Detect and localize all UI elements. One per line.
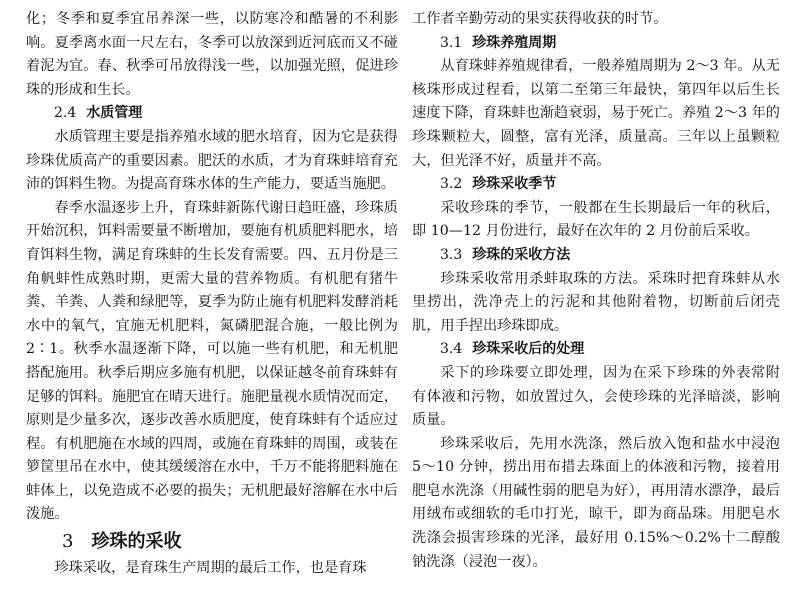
paragraph-post-harvest-2: 珍珠采收后，先用水洗涤，然后放入饱和盐水中浸泡 5～10 分钟，捞出用布措去珠面上的体液和污物，接着用肥皂水洗涤（用碱性弱的肥皂为好），再用清水漂净，最后用绒布或细软的毛巾打光，晾干，即为商品珠。用肥皂水洗涤会损害珍珠的光泽，最好用 0.15%～0.2%十二醇酸钠洗涤（浸泡一夜）。 bbox=[412, 435, 780, 570]
chapter-title: 珍珠的采收 bbox=[91, 531, 182, 553]
paragraph-continued: 工作者辛勤劳动的果实获得收获的时节。 bbox=[412, 11, 668, 27]
left-column bbox=[26, 8, 398, 581]
section-number: 3.2 bbox=[440, 176, 463, 193]
section-heading-3-2 bbox=[412, 173, 780, 197]
paragraph-culture-period: 从育珠蚌养殖规律看，一般养殖周期为 2～3 年。从无核珠形成过程看，以第二至第三年最快，第四年以后生长速度下降，育珠蚌也渐趋衰弱，易于死亡。养殖 2～3 年的珍珠颗粒大，圆整，富有光泽，质量高。三年以上虽颗粒大，但光泽不好，质量并不高。 bbox=[412, 58, 780, 169]
section-title: 珍珠采收后的处理 bbox=[472, 341, 585, 358]
section-heading-3-4 bbox=[412, 338, 780, 362]
section-number: 3.3 bbox=[440, 246, 463, 263]
paragraph-harvest-season: 采收珍珠的季节，一般都在生长期最后一年的秋后，即 10—12 月份进行，最好在次年的 2 月份前后采收。 bbox=[412, 199, 780, 240]
section-number: 3.1 bbox=[440, 34, 463, 51]
chapter-number: 3 bbox=[62, 531, 74, 553]
section-title: 水质管理 bbox=[86, 105, 143, 122]
section-heading-3-3 bbox=[412, 244, 780, 268]
paragraph-water-quality: 水质管理主要是指养殖水域的肥水培育，因为它是获得珍珠优质高产的重要因素。肥沃的水质，才为育珠蚌培育充沛的饵料生物。为提高育珠水体的生产能力，要适当施肥。 bbox=[26, 128, 398, 193]
paragraph-harvest-intro: 珍珠采收，是育珠生产周期的最后工作，也是育珠 bbox=[54, 560, 367, 577]
section-number: 3.4 bbox=[440, 341, 463, 358]
paragraph-fertilizing: 春季水温逐步上升，育珠蚌新陈代谢日趋旺盛，珍珠质开始沉积，饵料需要量不断增加，要施有机质肥料肥水，培育饵料生物，满足育珠蚌的生长发育需要。四、五月份是三角帆蚌性成熟时期，更需大量的营养物质。有机肥有猪牛粪、羊粪、人粪和绿肥等，夏季为防止施有机肥料发酵消耗水中的氧气，宜施无机肥料，氮磷肥混合施，一般比例为 2∶1。秋季水温逐渐下降，可以施一些有机肥，和无机肥搭配施用。秋季后期应多施有机肥，以保证越冬前育珠蚌有足够的饵料。施肥宜在晴天进行。施肥量视水质情况而定，原则是少量多次，逐步改善水质肥度，使育珠蚌有个适应过程。有机肥施在水域的四周，或施在育珠蚌的周围，或装在箩筐里吊在水中，使其缓缓溶在水中，千万不能将肥料施在蚌体上，以免造成不必要的损失；无机肥最好溶解在水中后泼施。 bbox=[26, 199, 398, 523]
section-title: 珍珠养殖周期 bbox=[472, 34, 557, 51]
right-column bbox=[412, 8, 780, 574]
chapter-heading-3 bbox=[26, 527, 398, 557]
paragraph-harvest-method: 珍珠采收常用杀蚌取珠的方法。采珠时把育珠蚌从水里捞出，洗净壳上的污泥和其他附着物，切断前后闭壳肌，用手捏出珍珠即成。 bbox=[412, 270, 780, 334]
paragraph-post-harvest-1: 采下的珍珠要立即处理，因为在采下珍珠的外表常附有体液和污物，如放置过久，会使珍珠的光泽暗淡，影响质量。 bbox=[412, 364, 780, 429]
section-title: 珍珠采收季节 bbox=[472, 176, 557, 193]
paragraph-hanging-depth: 化；冬季和夏季宜吊养深一些，以防寒冷和酷暑的不利影响。夏季离水面一尺左右，冬季可以放深到近河底而又不碰着泥为宜。春、秋季可吊放得浅一些，以加强光照，促进珍珠的形成和生长。 bbox=[26, 11, 398, 98]
section-title: 珍珠的采收方法 bbox=[472, 246, 571, 263]
section-number: 2.4 bbox=[54, 105, 77, 122]
section-heading-3-1 bbox=[412, 32, 780, 56]
section-heading-2-4 bbox=[26, 102, 398, 126]
